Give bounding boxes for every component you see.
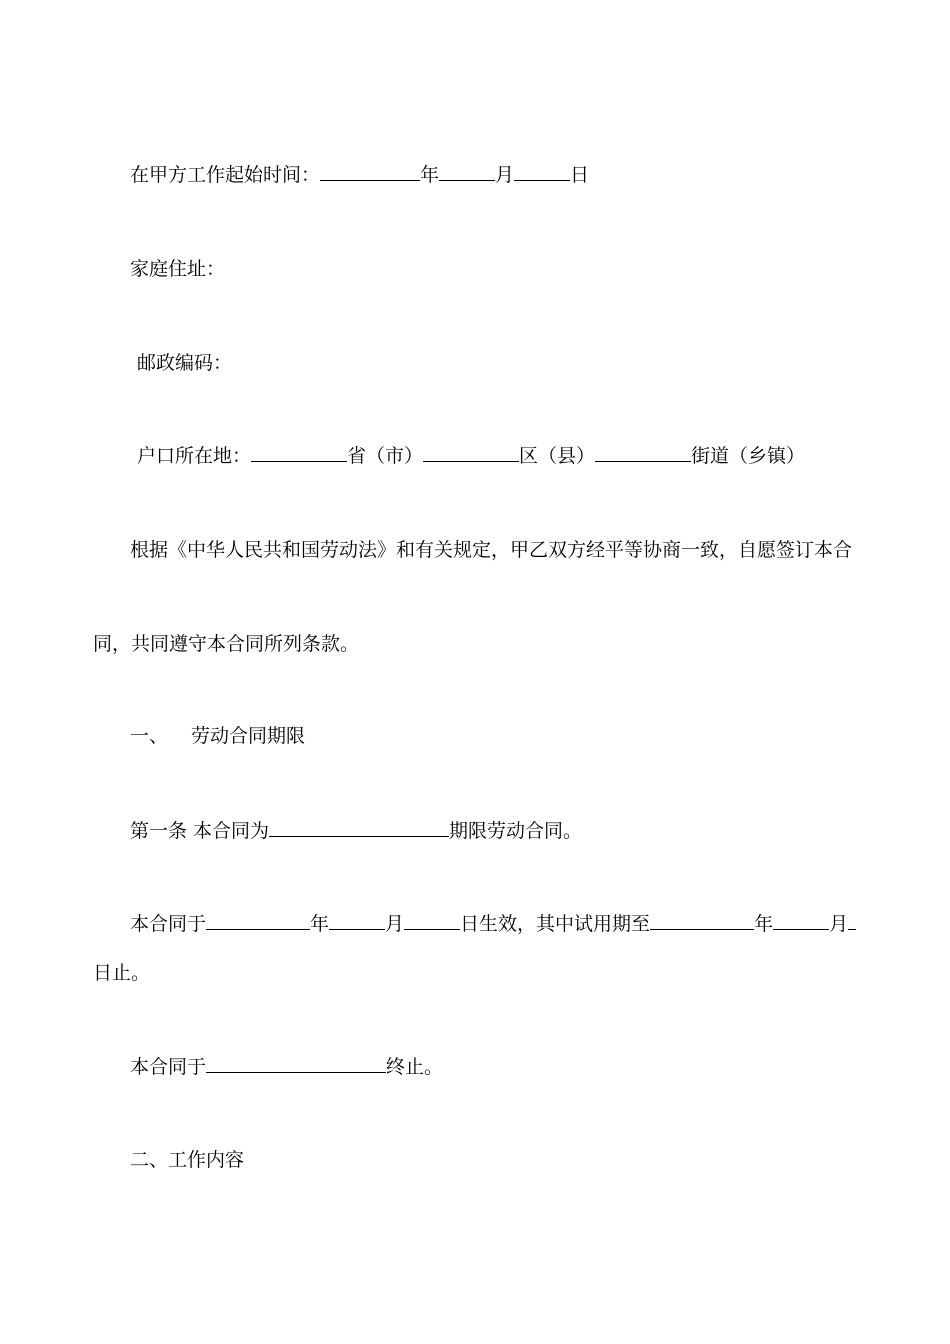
contract-term-blank[interactable] — [269, 818, 449, 837]
probation-day-blank[interactable] — [848, 911, 856, 930]
postal-code-label: 邮政编码： — [137, 352, 233, 374]
probation-month-blank[interactable] — [773, 911, 829, 930]
work-start-date-line: 在甲方工作起始时间： 年 月 日 — [130, 164, 590, 186]
section-one-heading — [130, 724, 168, 748]
month-blank[interactable] — [439, 162, 495, 181]
district-blank[interactable] — [423, 443, 519, 462]
article-one-line: 第一条 本合同为 期限劳动合同。 — [130, 820, 583, 842]
day-blank[interactable] — [514, 162, 570, 181]
effective-day-blank[interactable] — [404, 911, 460, 930]
termination-date-blank[interactable] — [206, 1054, 386, 1073]
effective-date-line: 本合同于 年 月 日生效，其中试用期至 年 月 — [130, 911, 856, 936]
hukou-label: 户口所在地： — [137, 445, 252, 467]
effective-year-blank[interactable] — [206, 911, 310, 930]
province-blank[interactable] — [251, 443, 347, 462]
hukou-location-line: 户口所在地： 省（市） 区（县） 街道（乡镇） — [137, 445, 806, 467]
termination-line: 本合同于 终止。 — [130, 1056, 444, 1078]
work-start-label: 在甲方工作起始时间： — [130, 164, 321, 186]
section-one-title: 劳动合同期限 — [191, 725, 306, 747]
postal-code-line — [137, 351, 232, 375]
effective-month-blank[interactable] — [329, 911, 385, 930]
home-address-label: 家庭住址： — [130, 258, 226, 280]
year-blank[interactable] — [320, 162, 420, 181]
section-one-number: 一、 — [130, 725, 169, 747]
effective-date-continuation: 日止。 — [93, 962, 151, 984]
section-two-heading: 二、工作内容 — [130, 1149, 245, 1171]
probation-year-blank[interactable] — [650, 911, 754, 930]
preamble-continuation: 同，共同遵守本合同所列条款。 — [93, 633, 360, 655]
preamble-paragraph: 根据《中华人民共和国劳动法》和有关规定，甲乙双方经平等协商一致，自愿签订本合 — [130, 539, 853, 561]
street-blank[interactable] — [595, 443, 691, 462]
home-address-line — [130, 257, 225, 281]
